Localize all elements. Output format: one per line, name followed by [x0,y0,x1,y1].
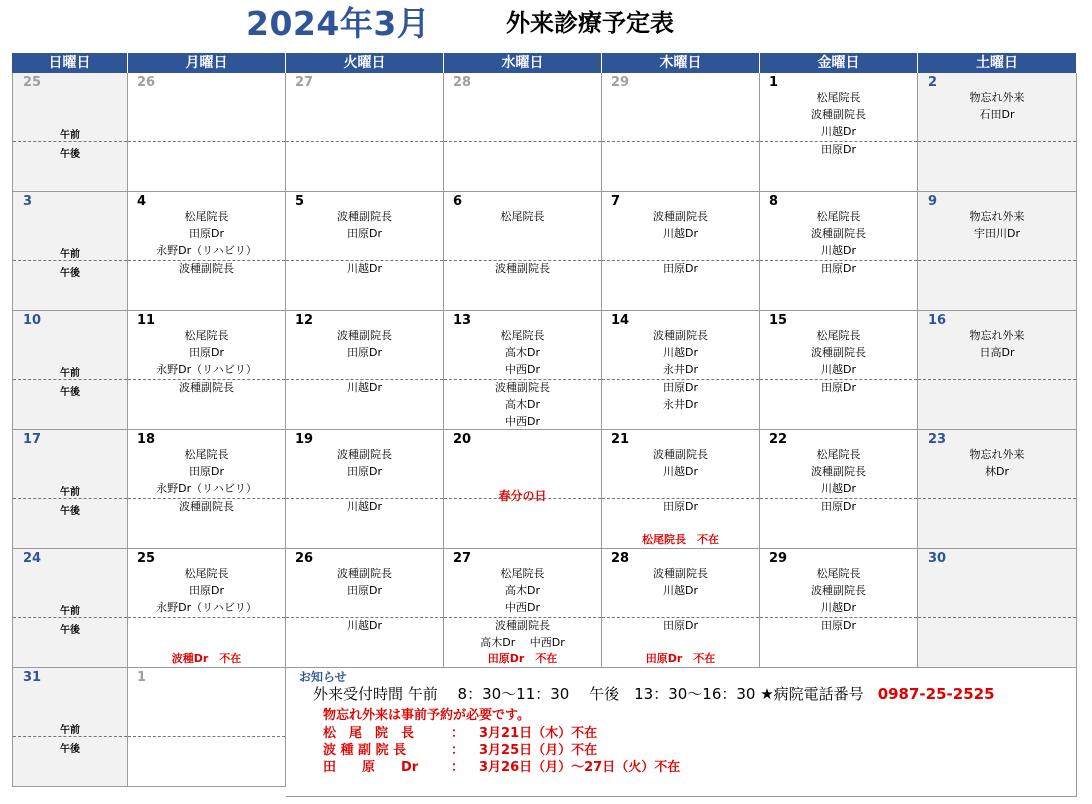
day-cell [444,73,602,192]
day-number: 26 [137,75,156,90]
pm-label: 午後 [60,625,80,636]
reception-hours [313,683,995,704]
am-pm-divider [918,260,1076,261]
day-cell [918,430,1077,549]
day-cell [444,549,602,668]
day-number: 20 [453,432,472,447]
day-cell [760,192,918,311]
am-doctor: 松尾院長 [816,210,861,223]
am-doctor: 松尾院長 [500,329,545,342]
am-doctor: 永井Dr [663,363,698,376]
absence-note: 波種Dr 不在 [171,652,242,665]
day-number: 4 [137,194,147,209]
day-number: 1 [769,75,779,90]
day-cell [128,73,286,192]
am-doctor: 林Dr [985,465,1009,478]
am-pm-divider [13,498,127,499]
am-pm-divider [918,141,1076,142]
day-number: 8 [769,194,779,209]
pm-doctor: 波種副院長 [179,381,234,394]
pm-doctor: 波種副院長 [495,619,550,632]
pm-doctor: 波種副院長 [179,500,234,513]
am-doctor: 松尾院長 [184,448,229,461]
am-doctor: 松尾院長 [816,329,861,342]
day-number: 19 [295,432,314,447]
day-number: 3 [23,194,33,209]
am-doctor: 川越Dr [821,601,856,614]
day-number: 18 [137,432,156,447]
am-doctor: 田原Dr [347,227,382,240]
pm-doctor: 田原Dr [663,262,698,275]
pm-doctor: 川越Dr [347,262,382,275]
am-doctor: 田原Dr [189,584,224,597]
am-doctor: 松尾院長 [184,567,229,580]
am-doctor: 川越Dr [663,346,698,359]
am-doctor: 川越Dr [663,465,698,478]
am-pm-divider [286,141,443,142]
day-cell [12,549,128,668]
am-doctor: 田原Dr [347,465,382,478]
pm-doctor: 川越Dr [347,500,382,513]
pm-doctor: 高木Dr 中西Dr [480,636,565,649]
day-cell [286,192,444,311]
day-number: 31 [23,670,42,685]
am-doctor: 松尾院長 [816,91,861,104]
day-cell [444,311,602,430]
pm-doctor: 田原Dr [663,381,698,394]
am-doctor: 物忘れ外来 [969,329,1025,342]
am-doctor: 中西Dr [505,363,540,376]
am-doctor: 永野Dr（リハビリ） [156,601,257,614]
weekday-header: 土曜日 [918,53,1077,73]
absence-note: 田原Dr 不在 [645,652,716,665]
pm-doctor: 田原Dr [663,500,698,513]
absence-date: 3月25日（月）不在 [479,743,598,758]
weekday-header: 月曜日 [128,53,286,73]
day-cell [286,430,444,549]
day-cell [12,430,128,549]
am-doctor: 物忘れ外来 [969,91,1025,104]
am-label: 午前 [60,606,80,617]
am-doctor: 波種副院長 [811,108,866,121]
am-pm-divider [128,736,285,737]
day-cell [12,192,128,311]
absence-sep: ： [451,726,465,741]
am-doctor: 川越Dr [663,584,698,597]
weekday-header: 日曜日 [12,53,128,73]
holiday-label: 春分の日 [498,489,547,503]
day-number: 2 [928,75,938,90]
day-cell [12,668,128,787]
pm-doctor: 川越Dr [347,381,382,394]
day-number: 28 [453,75,472,90]
day-number: 25 [137,551,156,566]
am-doctor: 川越Dr [821,363,856,376]
day-cell [918,192,1077,311]
day-cell [12,311,128,430]
day-number: 17 [23,432,42,447]
pm-doctor: 田原Dr [821,619,856,632]
day-cell [760,311,918,430]
am-label: 午前 [60,249,80,260]
absence-date: 3月21日（木）不在 [479,726,598,741]
day-cell [602,73,760,192]
pm-doctor: 田原Dr [821,500,856,513]
day-number: 24 [23,551,42,566]
day-cell [128,192,286,311]
pm-label: 午後 [60,387,80,398]
am-doctor: 波種副院長 [337,210,392,223]
am-doctor: 川越Dr [663,227,698,240]
day-cell [128,430,286,549]
am-doctor: 中西Dr [505,601,540,614]
hours-text: 外来受付時間 午前 8：30～11：30 午後 13：30～16：30 ★病院電話番号 [313,685,864,703]
am-label: 午前 [60,368,80,379]
am-doctor: 田原Dr [189,346,224,359]
day-number: 30 [928,551,947,566]
am-doctor: 石田Dr [979,108,1015,121]
day-number: 27 [295,75,314,90]
day-cell [444,192,602,311]
day-number: 21 [611,432,630,447]
day-number: 13 [453,313,472,328]
am-pm-divider [918,379,1076,380]
phone-number: 0987-25-2525 [877,685,995,703]
am-doctor: 田原Dr [189,227,224,240]
pm-doctor: 田原Dr [821,381,856,394]
absence-note: 松尾院長 不在 [642,533,719,546]
am-pm-divider [602,141,759,142]
absence-sep: ： [451,743,465,758]
am-doctor: 波種副院長 [653,329,708,342]
day-cell [602,311,760,430]
am-doctor: 波種副院長 [811,227,866,240]
day-cell [286,549,444,668]
am-doctor: 松尾院長 [184,329,229,342]
day-cell [602,192,760,311]
am-doctor: 永野Dr（リハビリ） [156,244,257,257]
pm-doctor: 中西Dr [505,415,540,428]
day-cell [760,430,918,549]
day-number: 26 [295,551,314,566]
day-cell [444,430,602,549]
pm-doctor: 波種副院長 [495,381,550,394]
am-doctor: 松尾院長 [500,210,545,223]
day-number: 6 [453,194,463,209]
pm-doctor: 田原Dr [663,619,698,632]
am-doctor: 田原Dr [347,584,382,597]
day-cell [12,73,128,192]
am-doctor: 田原Dr [189,465,224,478]
am-pm-divider [918,617,1076,618]
day-number: 15 [769,313,788,328]
absence-date: 3月26日（月）～27日（火）不在 [479,760,681,775]
am-pm-divider [13,736,127,737]
day-cell [760,73,918,192]
am-pm-divider [13,141,127,142]
day-cell [918,549,1077,668]
am-doctor: 松尾院長 [184,210,229,223]
am-doctor: 川越Dr [821,482,856,495]
day-number: 12 [295,313,314,328]
am-pm-divider [13,379,127,380]
am-pm-divider [13,260,127,261]
day-number: 11 [137,313,156,328]
am-label: 午前 [60,725,80,736]
pm-label: 午後 [60,744,80,755]
day-number: 29 [611,75,630,90]
day-cell [286,311,444,430]
am-doctor: 松尾院長 [500,567,545,580]
pm-label: 午後 [60,268,80,279]
calendar-grid [12,53,1077,797]
am-pm-divider [444,141,601,142]
weekday-header: 火曜日 [286,53,444,73]
am-doctor: 日高Dr [979,346,1015,359]
am-doctor: 波種副院長 [337,329,392,342]
day-number: 25 [23,75,42,90]
day-cell [286,73,444,192]
pm-doctor: 永井Dr [663,398,698,411]
day-cell [602,430,760,549]
pm-doctor: 波種副院長 [179,262,234,275]
pm-doctor: 田原Dr [821,262,856,275]
absence-sep: ： [451,760,465,775]
pm-doctor: 高木Dr [505,398,540,411]
absence-name: 松 尾 院 長 [323,726,415,741]
am-doctor: 松尾院長 [816,567,861,580]
am-pm-divider [128,617,285,618]
am-doctor: 松尾院長 [816,448,861,461]
reservation-warning: 物忘れ外来は事前予約が必要です。 [323,708,530,723]
month-title: 2024年3月 [246,4,431,43]
notice-panel [286,668,1077,797]
day-cell [128,549,286,668]
am-pm-divider [918,498,1076,499]
am-doctor: 波種副院長 [811,465,866,478]
day-number: 23 [928,432,947,447]
absence-row [323,756,680,775]
am-doctor: 永野Dr（リハビリ） [156,363,257,376]
day-number: 16 [928,313,947,328]
am-doctor: 物忘れ外来 [969,210,1025,223]
day-number: 22 [769,432,788,447]
pm-doctor: 田原Dr [821,143,856,156]
am-doctor: 高木Dr [505,346,540,359]
am-doctor: 波種副院長 [653,448,708,461]
am-doctor: 波種副院長 [653,210,708,223]
day-number: 29 [769,551,788,566]
day-number: 1 [137,670,147,685]
day-cell [128,311,286,430]
weekday-header: 水曜日 [444,53,602,73]
am-doctor: 田原Dr [347,346,382,359]
pm-label: 午後 [60,149,80,160]
day-number: 14 [611,313,630,328]
am-doctor: 物忘れ外来 [969,448,1025,461]
day-cell [918,311,1077,430]
weekday-header: 金曜日 [760,53,918,73]
pm-doctor: 川越Dr [347,619,382,632]
day-number: 9 [928,194,938,209]
am-doctor: 宇田川Dr [974,227,1020,240]
am-doctor: 永野Dr（リハビリ） [156,482,257,495]
day-cell [602,549,760,668]
absence-name: 波 種 副 院 長 [323,743,407,758]
day-cell [760,549,918,668]
am-doctor: 波種副院長 [337,448,392,461]
pm-doctor: 波種副院長 [495,262,550,275]
absence-name: 田 原 Dr [323,760,419,775]
am-doctor: 波種副院長 [337,567,392,580]
am-label: 午前 [60,487,80,498]
am-label: 午前 [60,130,80,141]
day-number: 27 [453,551,472,566]
am-doctor: 川越Dr [821,125,856,138]
page-title: 外来診療予定表 [506,9,674,37]
am-doctor: 川越Dr [821,244,856,257]
pm-label: 午後 [60,506,80,517]
weekday-header: 木曜日 [602,53,760,73]
absence-note: 田原Dr 不在 [487,652,558,665]
am-doctor: 波種副院長 [811,584,866,597]
day-number: 28 [611,551,630,566]
am-pm-divider [13,617,127,618]
day-cell [918,73,1077,192]
day-number: 10 [23,313,42,328]
am-doctor: 波種副院長 [811,346,866,359]
day-number: 5 [295,194,305,209]
day-number: 7 [611,194,621,209]
am-pm-divider [128,141,285,142]
am-doctor: 波種副院長 [653,567,708,580]
day-cell [128,668,286,787]
am-doctor: 高木Dr [505,584,540,597]
notice-title: お知らせ [299,670,347,684]
